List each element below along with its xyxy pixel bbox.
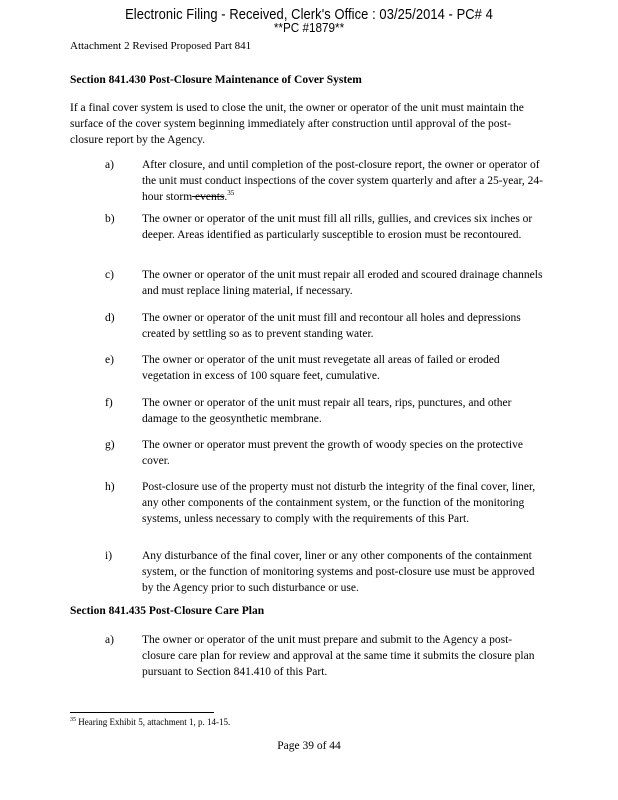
footnote-number: 35 [70,717,76,723]
item-text: The owner or operator of the unit must repair all tears, rips, punctures, and other damage to the geosynthetic membrane. [142,397,512,425]
item-letter: b) [105,213,115,225]
footnote-text: Hearing Exhibit 5, attachment 1, p. 14-15. [76,717,231,727]
list-item [105,548,545,596]
footnote [70,717,230,727]
item-text: The owner or operator of the unit must repair all eroded and scoured drainage channels and must replace lining material, if necessary. [142,269,543,297]
item-letter: i) [105,550,113,562]
attachment-header: Attachment 2 Revised Proposed Part 841 [70,40,252,52]
list-item [105,395,545,427]
item-letter: c) [105,269,114,281]
item-text: The owner or operator of the unit must fill all rills, gullies, and crevices six inches or deeper. Areas identified as particularly susceptible to erosion must be recontoured. [142,213,533,241]
list-item [105,352,545,384]
section-841-430-heading: Section 841.430 Post-Closure Maintenance of Cover System [70,74,362,86]
list-item [105,310,545,342]
list-item [105,267,545,299]
item-letter: h) [105,481,115,493]
struck-text: events [192,191,225,203]
item-letter: d) [105,312,115,324]
list-item [105,479,545,527]
item-letter: e) [105,354,114,366]
item-text: After closure, and until completion of the post-closure report, the owner or operator of the unit must conduct inspections of the cover system quarterly and after a 25-year, 24-hour storm events.$^{35}$ [142,159,543,203]
electronic-filing-stamp: Electronic Filing - Received, Clerk's Office : 03/25/2014 - PC# 4 [125,6,493,23]
list-item [105,437,545,469]
page-number: Page 39 of 44 [277,740,341,752]
list-item [105,211,545,243]
item-text: The owner or operator of the unit must revegetate all areas of failed or eroded vegetation in excess of 100 square feet, cumulative. [142,354,500,382]
item-letter: g) [105,439,115,451]
item-letter: a) [105,634,114,646]
section-841-430-intro: If a final cover system is used to close the unit, the owner or operator of the unit must maintain the surface of the cover system beginning immediately after construction until approval of the post-closure report by the Agency. [70,102,524,146]
item-text: The owner or operator of the unit must fill and recontour all holes and depressions created by settling so as to prevent standing water. [142,312,521,340]
footnote-divider [70,712,214,713]
item-text: The owner or operator must prevent the growth of woody species on the protective cover. [142,439,523,467]
item-text: Post-closure use of the property must not disturb the integrity of the final cover, liner, any other components of the containment system, or the function of the monitoring systems, unless necessary to comply with the requirements of this Part. [142,481,536,525]
section-841-435-heading: Section 841.435 Post-Closure Care Plan [70,605,265,617]
pc-number-stamp: **PC #1879** [273,20,345,35]
item-letter: f) [105,397,113,409]
list-item [105,157,545,205]
item-text: The owner or operator of the unit must prepare and submit to the Agency a post-closure care plan for review and approval at the same time it submits the closure plan pursuant to Section 841.410 of this Part. [142,634,535,678]
item-text: Any disturbance of the final cover, liner or any other components of the containment system, or the function of monitoring systems and post-closure use must be approved by the Agency prior to such disturbance or use. [142,550,535,594]
footnote-ref: 35 [227,189,235,198]
list-item [105,632,545,680]
item-letter: a) [105,159,114,171]
